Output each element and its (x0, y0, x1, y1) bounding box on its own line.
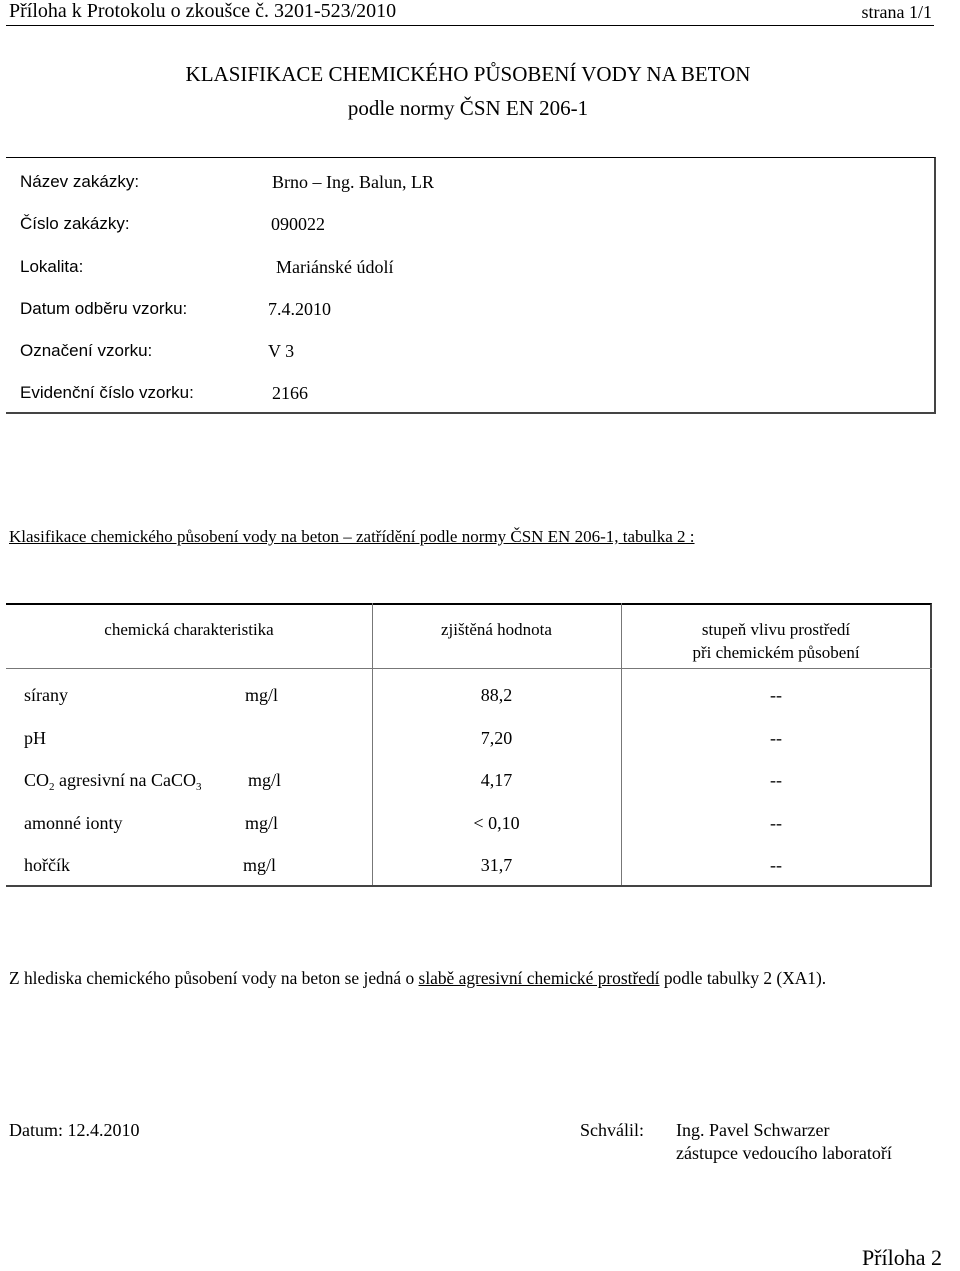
row-degree-ammonium: -- (770, 813, 782, 833)
page-number: strana 1/1 (861, 2, 932, 22)
approver-name: Ing. Pavel Schwarzer (676, 1120, 830, 1140)
row-value-ammonium: < 0,10 (473, 813, 520, 833)
col-header-degree-line1: stupeň vlivu prostředí (701, 620, 851, 639)
row-degree-ph: -- (770, 728, 782, 748)
info-value-order-number: 090022 (271, 214, 325, 234)
row-value-magnesium: 31,7 (480, 855, 513, 875)
approver-role: zástupce vedoucího laboratoří (676, 1143, 892, 1163)
info-label-locality: Lokalita: (20, 257, 84, 276)
conclusion-text: Z hlediska chemického působení vody na beton se jedná o slabě agresivní chemické prostředí podle tabulky 2 (XA1). (9, 968, 827, 988)
header-left: Příloha k Protokolu o zkoušce č. 3201-523/2010 (9, 0, 397, 22)
info-label-sample-id: Evidenční číslo vzorku: (20, 383, 194, 402)
row-name-ammonium: amonné ionty (24, 813, 123, 833)
col-header-characteristic: chemická charakteristika (104, 620, 274, 639)
row-degree-co2: -- (770, 770, 782, 790)
row-unit-magnesium: mg/l (243, 855, 277, 875)
info-label-sampling-date: Datum odběru vzorku: (20, 299, 188, 318)
row-unit-sulfates: mg/l (245, 685, 279, 705)
approved-label: Schválil: (580, 1120, 644, 1140)
row-value-sulfates: 88,2 (480, 685, 513, 705)
row-degree-magnesium: -- (770, 855, 782, 875)
row-name-ph: pH (24, 728, 46, 748)
table-header-rule (6, 668, 932, 669)
header-rule (6, 25, 934, 26)
row-degree-sulfates: -- (770, 685, 782, 705)
row-unit-co2: mg/l (248, 770, 282, 790)
row-name-co2: $CO_2$ agresivní na CaCO$_3$ (24, 770, 202, 793)
col-header-value: zjištěná hodnota (441, 620, 552, 639)
col-header-degree-line2: při chemickém působení (692, 643, 860, 662)
row-name-magnesium: hořčík (24, 855, 70, 875)
info-value-sample-id: 2166 (272, 383, 308, 403)
info-label-order-number: Číslo zakázky: (20, 214, 130, 233)
sample-info-box (6, 157, 936, 414)
row-unit-ammonium: mg/l (245, 813, 279, 833)
info-label-order-name: Název zakázky: (20, 172, 140, 191)
info-label-sample-mark: Označení vzorku: (20, 341, 153, 360)
attachment-label: Příloha 2 (861, 1245, 942, 1270)
info-value-sampling-date: 7.4.2010 (268, 299, 331, 319)
info-value-order-name: Brno – Ing. Balun, LR (272, 172, 434, 192)
report-date: Datum: 12.4.2010 (9, 1120, 140, 1140)
conclusion-highlight: slabě agresivní chemické prostředí (418, 968, 660, 988)
row-value-co2: 4,17 (480, 770, 513, 790)
row-value-ph: 7,20 (480, 728, 513, 748)
document-subtitle: podle normy ČSN EN 206-1 (347, 96, 589, 120)
document-title: KLASIFIKACE CHEMICKÉHO PŮSOBENÍ VODY NA BETON (185, 62, 751, 86)
row-name-sulfates: sírany (24, 685, 68, 705)
classification-heading: Klasifikace chemického působení vody na beton – zatřídění podle normy ČSN EN 206-1, tabulka 2 : (9, 527, 695, 546)
info-value-sample-mark: V 3 (268, 341, 295, 361)
info-value-locality: Mariánské údolí (276, 257, 394, 277)
